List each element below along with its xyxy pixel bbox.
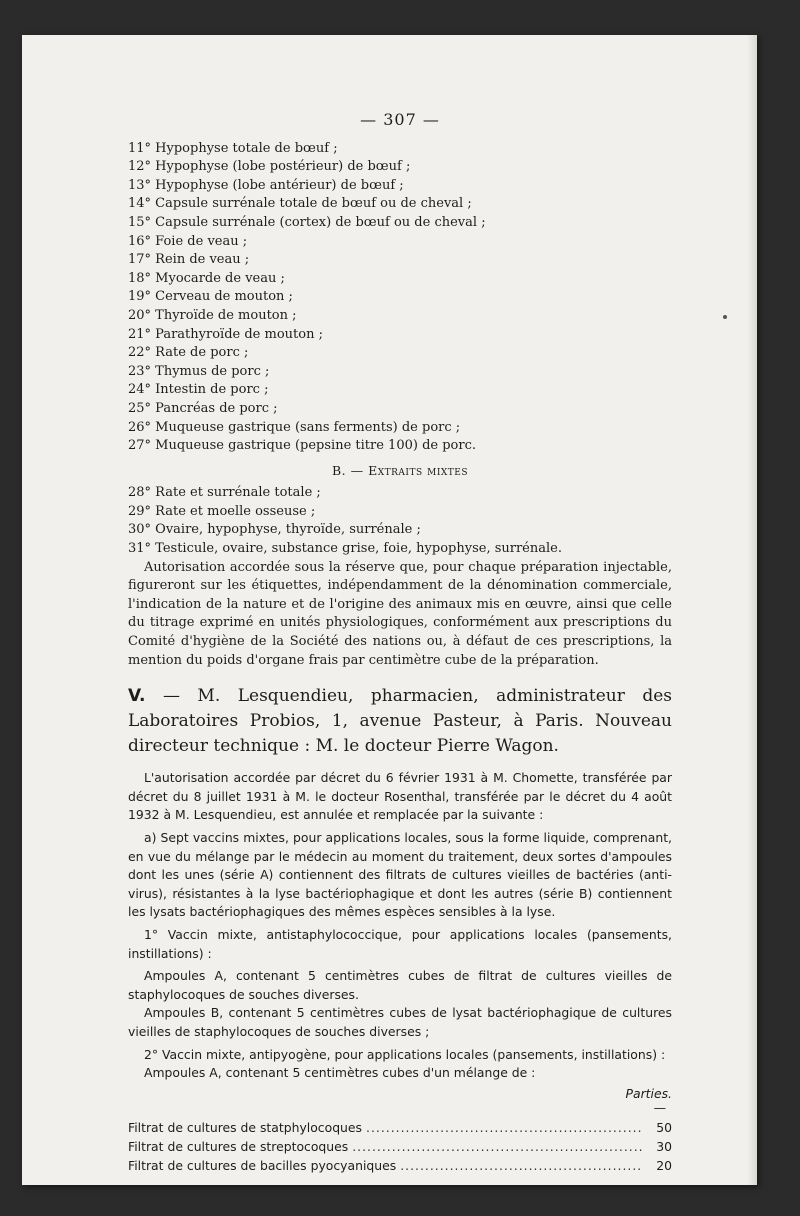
body-paragraph: Ampoules B, contenant 5 centimètres cubes de lysat bactériophagique de cultures vieilles de staphylocoques de souches diverses ; [128, 1005, 672, 1039]
list-item: 23° Thymus de porc ; [128, 363, 270, 379]
composition-table [128, 1119, 672, 1175]
list-item: 12° Hypophyse (lobe postérieur) de bœuf ; [128, 159, 411, 175]
page-content [128, 111, 672, 1175]
list-item: 30° Ovaire, hypophyse, thyroïde, surrénale ; [128, 522, 421, 538]
list-item: 31° Testicule, ovaire, substance grise, foie, hypophyse, surrénale. [128, 541, 562, 557]
body-paragraph: 2° Vaccin mixte, antipyogène, pour applications locales (pansements, instillations) : [144, 1046, 666, 1062]
list-item: 15° Capsule surrénale (cortex) de bœuf ou de cheval ; [128, 214, 486, 230]
body-paragraph: 1° Vaccin mixte, antistaphylococcique, pour applications locales (pansements, instillations) : [128, 926, 672, 961]
table-column-header: Parties. [625, 1085, 672, 1101]
list-item: 20° Thyroïde de mouton ; [128, 307, 297, 323]
list-item: 28° Rate et surrénale totale ; [128, 485, 321, 501]
table-row [128, 1119, 672, 1138]
table-row [128, 1157, 672, 1176]
row-label: Filtrat de cultures de statphylocoques [128, 1120, 362, 1136]
leader-dots [400, 1157, 642, 1176]
table-header-rule: — [653, 1100, 666, 1116]
list-item: 25° Pancréas de porc ; [128, 400, 278, 416]
list-item: 27° Muqueuse gastrique (pepsine titre 100) de porc. [128, 438, 476, 454]
document-page [22, 35, 757, 1185]
list-item: 22° Rate de porc ; [128, 345, 249, 361]
list-extraits-mixtes [128, 484, 672, 558]
body-paragraph: Ampoules A, contenant 5 centimètres cubes de filtrat de cultures vieilles de staphylocoques de souches diverses. [128, 968, 672, 1002]
section-title-text: — M. Lesquendieu, pharmacien, administrateur des Laboratoires Probios, 1, avenue Pasteur, à Paris. Nouveau directeur technique : M. le docteur Pierre Wagon. [128, 686, 673, 757]
list-item: 11° Hypophyse totale de bœuf ; [128, 140, 338, 156]
body-paragraph: a) Sept vaccins mixtes, pour applications locales, sous la forme liquide, comprenant, en vue du mélange par le médecin au moment du traitement, deux sortes d'ampoules dont les unes (série A) contiennent des filtrats de cultures vieilles de bactéries (anti-virus), résistantes à la lyse bactériophagique et dont les autres (série B) contiennent les lysats bactériophagiques des mêmes espèces sensibles à la lyse. [128, 830, 672, 920]
body-paragraph: L'autorisation accordée par décret du 6 février 1931 à M. Chomette, transférée par décret du 8 juillet 1931 à M. le docteur Rosenthal, transférée par le décret du 4 août 1932 à M. Lesquendieu, est annulée et remplacée par la suivante : [128, 770, 672, 823]
page-number: — 307 — [360, 110, 440, 129]
list-item: 29° Rate et moelle osseuse ; [128, 503, 316, 519]
table-row [128, 1138, 672, 1157]
list-extraits-simples [128, 140, 672, 456]
leader-dots [352, 1138, 642, 1157]
list-item: 24° Intestin de porc ; [128, 382, 269, 398]
list-item: 26° Muqueuse gastrique (sans ferments) de porc ; [128, 419, 461, 435]
list-item: 14° Capsule surrénale totale de bœuf ou de cheval ; [128, 196, 472, 212]
page-spine-shadow [747, 35, 757, 1185]
section-number: V. [128, 686, 146, 707]
list-item: 13° Hypophyse (lobe antérieur) de bœuf ; [128, 177, 404, 193]
list-item: 21° Parathyroïde de mouton ; [128, 326, 323, 342]
row-value: 30 [656, 1138, 672, 1154]
list-item: 19° Cerveau de mouton ; [128, 289, 293, 305]
section-v-body [128, 769, 672, 1175]
row-label: Filtrat de cultures de streptocoques [128, 1138, 349, 1154]
row-label: Filtrat de cultures de bacilles pyocyaniques [128, 1157, 397, 1173]
section-v-heading [128, 684, 672, 759]
row-value: 20 [656, 1157, 672, 1173]
body-paragraph: Ampoules A, contenant 5 centimètres cubes d'un mélange de : [144, 1065, 536, 1081]
leader-dots [366, 1119, 642, 1138]
margin-mark [723, 315, 727, 319]
list-item: 16° Foie de veau ; [128, 233, 248, 249]
subheading-extraits-mixtes: B. — Extraits mixtes [331, 462, 469, 478]
list-item: 18° Myocarde de veau ; [128, 270, 285, 286]
authorization-paragraph: Autorisation accordée sous la réserve que, pour chaque préparation injectable, figureront sur les étiquettes, indépendamment de la dénomination commerciale, l'indication de la nature et de l'origine des animaux mis en œuvre, ainsi que celle du titrage exprimé en unités physiologiques, conformément aux prescriptions du Comité d'hygiène de la Société des nations ou, à défaut de ces prescriptions, la mention du poids d'organe frais par centimètre cube de la préparation. [128, 559, 672, 668]
list-item: 17° Rein de veau ; [128, 252, 250, 268]
row-value: 50 [656, 1120, 672, 1136]
